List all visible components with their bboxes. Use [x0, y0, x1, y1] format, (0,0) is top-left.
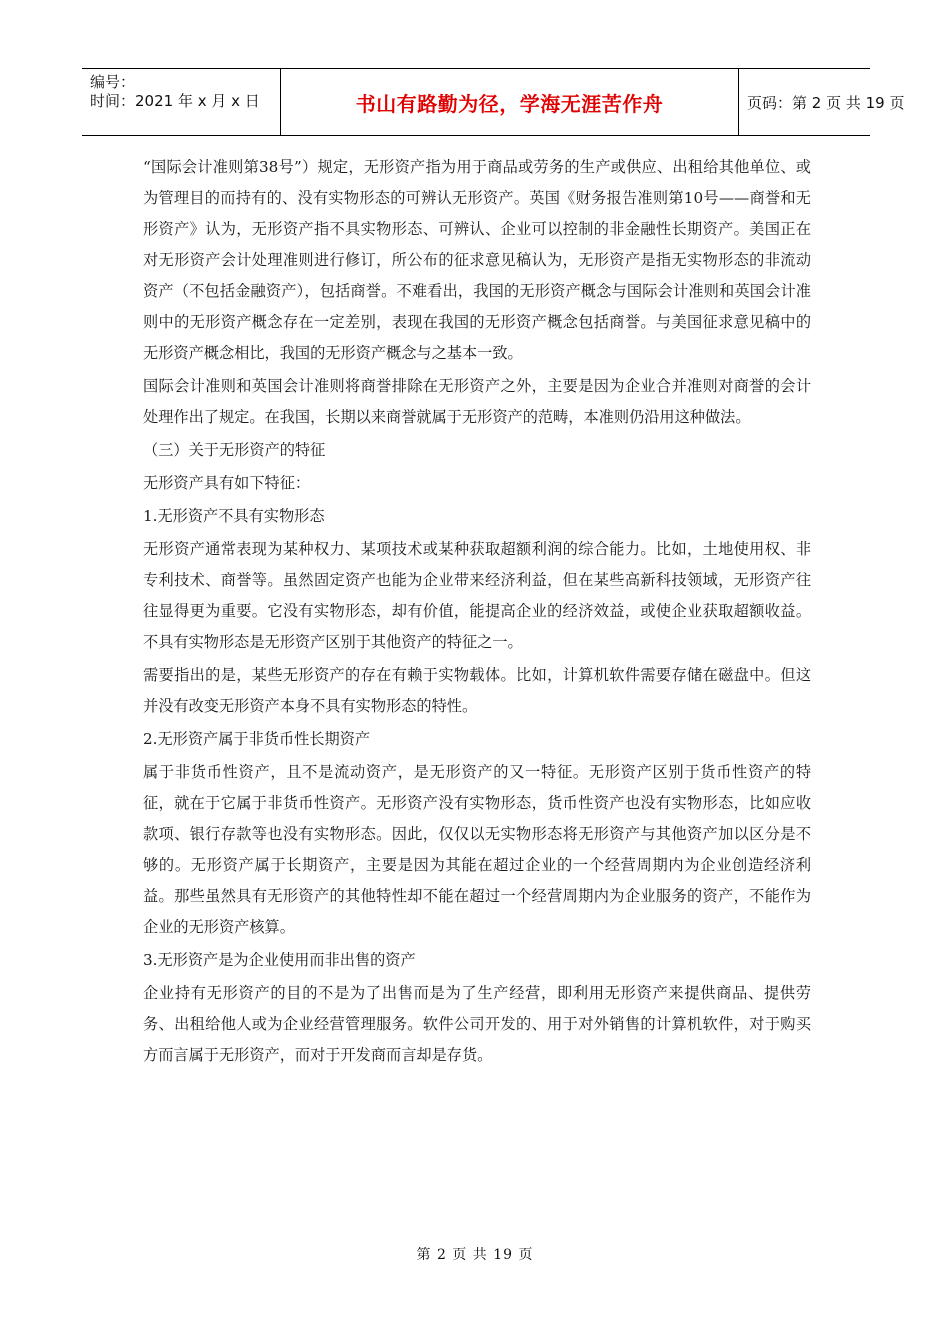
body-paragraph: 属于非货币性资产，且不是流动资产，是无形资产的又一特征。无形资产区别于货币性资产的特征，就在于它属于非货币性资产。无形资产没有实物形态，货币性资产也没有实物形态，比如应收款项、银行存款等也没有实物形态。因此，仅仅以无实物形态将无形资产与其他资产加以区分是不够的。无形资产属于长期资产，主要是因为其能在超过企业的一个经营周期内为企业创造经济利益。那些虽然具有无形资产的其他特性却不能在超过一个经营周期内为企业服务的资产，不能作为企业的无形资产核算。 — [143, 763, 811, 936]
page-footer: 第 2 页 共 19 页 — [416, 1247, 534, 1263]
header-page-info: 页码：第 2 页 共 19 页 — [747, 94, 905, 112]
subsection-heading: 3.无形资产是为企业使用而非出售的资产 — [143, 951, 416, 969]
document-number-label: 编号： — [90, 73, 136, 91]
subsection-heading: 2.无形资产属于非货币性长期资产 — [143, 730, 371, 748]
subsection-heading: 1.无形资产不具有实物形态 — [143, 507, 325, 525]
body-paragraph: 国际会计准则和英国会计准则将商誉排除在无形资产之外，主要是因为企业合并准则对商誉的会计处理作出了规定。在我国，长期以来商誉就属于无形资产的范畴，本准则仍沿用这种做法。 — [143, 377, 811, 426]
body-paragraph: 无形资产通常表现为某种权力、某项技术或某种获取超额利润的综合能力。比如，土地使用权、非专利技术、商誉等。虽然固定资产也能为企业带来经济利益，但在某些高新科技领域，无形资产往往显得更为重要。它没有实物形态，却有价值，能提高企业的经济效益，或使企业获取超额收益。不具有实物形态是无形资产区别于其他资产的特征之一。 — [143, 540, 811, 651]
section-heading: （三）关于无形资产的特征 — [143, 441, 326, 459]
page-header — [82, 68, 905, 136]
header-motto: 书山有路勤为径，学海无涯苦作舟 — [355, 92, 664, 116]
body-paragraph: 企业持有无形资产的目的不是为了出售而是为了生产经营，即利用无形资产来提供商品、提供劳务、出租给他人或为企业经营管理服务。软件公司开发的、用于对外销售的计算机软件，对于购买方而言属于无形资产，而对于开发商而言却是存货。 — [143, 984, 811, 1064]
body-paragraph: 需要指出的是，某些无形资产的存在有赖于实物载体。比如，计算机软件需要存储在磁盘中。但这并没有改变无形资产本身不具有实物形态的特性。 — [143, 666, 811, 715]
body-paragraph: “国际会计准则第38号”）规定，无形资产指为用于商品或劳务的生产或供应、出租给其他单位、或为管理目的而持有的、没有实物形态的可辨认无形资产。英国《财务报告准则第10号——商誉和无形资产》认为，无形资产指不具实物形态、可辨认、企业可以控制的非金融性长期资产。美国正在对无形资产会计处理准则进行修订，所公布的征求意见稿认为，无形资产是指无实物形态的非流动资产（不包括金融资产），包括商誉。不难看出，我国的无形资产概念与国际会计准则和英国会计准则中的无形资产概念存在一定差别，表现在我国的无形资产概念包括商誉。与美国征求意见稿中的无形资产概念相比，我国的无形资产概念与之基本一致。 — [143, 158, 811, 362]
document-date: 时间：2021 年 x 月 x 日 — [90, 92, 260, 110]
header-meta-cell — [82, 69, 281, 135]
document-body — [143, 152, 811, 1073]
body-paragraph: 无形资产具有如下特征： — [143, 474, 311, 492]
header-motto-cell — [281, 69, 739, 135]
header-page-cell — [739, 69, 905, 135]
